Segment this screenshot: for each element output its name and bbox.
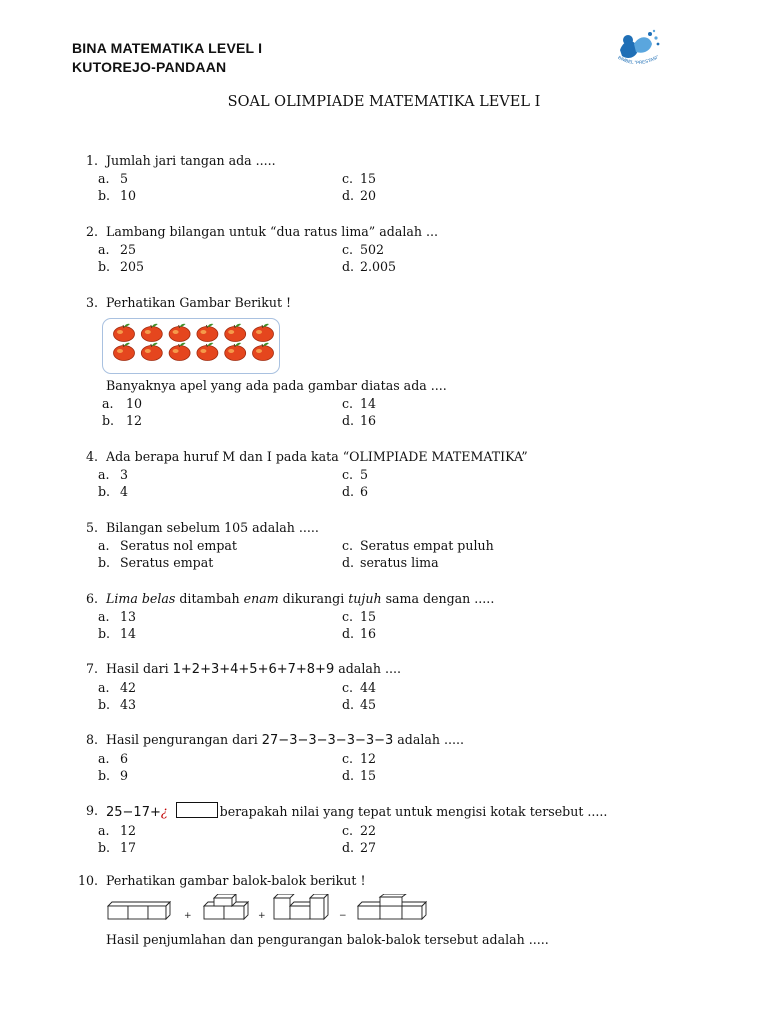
question-number: 9. — [85, 803, 98, 818]
apple-icon — [141, 324, 162, 342]
option-c: c. 12 — [342, 750, 377, 766]
question-10-continued — [72, 931, 712, 949]
question-4 — [72, 448, 712, 501]
question-number: 10. — [77, 873, 98, 888]
question-number: 4. — [85, 449, 98, 464]
apple-icon — [114, 324, 135, 342]
question-number: 3. — [85, 295, 98, 310]
bimbel-logo — [606, 26, 668, 72]
option-c: c. 22 — [342, 822, 377, 838]
block-group-3 — [274, 894, 328, 919]
header-school-name: BINA MATEMATIKA LEVEL I — [72, 40, 263, 56]
option-b: b. 17 — [98, 840, 137, 856]
apple-icon — [197, 343, 218, 361]
option-c: c. 15 — [342, 170, 377, 186]
question-5 — [72, 519, 712, 572]
option-b: b. 4 — [98, 484, 129, 500]
option-b: b. 14 — [98, 626, 137, 642]
option-c: c. 5 — [342, 466, 369, 482]
block-group-2 — [204, 894, 248, 919]
header-location: KUTOREJO-PANDAAN — [72, 59, 227, 75]
question-text: Lima belas ditambah enam dikurangi tujuh sama dengan ..... — [106, 591, 495, 606]
question-9 — [72, 802, 712, 857]
question-number: 1. — [85, 153, 98, 168]
apple-icon — [197, 324, 218, 342]
plus-operator: + — [184, 911, 192, 921]
option-d: d. 6 — [342, 484, 369, 500]
option-a: a. 3 — [98, 466, 129, 482]
question-10 — [72, 872, 712, 890]
option-a: a. 42 — [98, 679, 137, 695]
question-text: Bilangan sebelum 105 adalah ..... — [106, 520, 319, 535]
option-a: a. 10 — [102, 395, 143, 411]
apple-icon — [114, 343, 135, 361]
question-text: Hasil pengurangan dari 27−3−3−3−3−3−3 adalah ..... — [106, 732, 465, 748]
option-b: b. 43 — [98, 697, 137, 713]
option-b: b. 12 — [102, 413, 143, 429]
apple-icon — [169, 324, 190, 342]
option-d: d. 16 — [342, 626, 377, 642]
question-number: 6. — [85, 591, 98, 606]
option-c: c. Seratus empat puluh — [342, 537, 494, 553]
option-b: b. Seratus empat — [98, 555, 214, 571]
apple-icon — [225, 324, 246, 342]
option-c: c. 502 — [342, 241, 385, 257]
option-c: c. 44 — [342, 679, 377, 695]
math-expression: 27−3−3−3−3−3−3 — [261, 733, 394, 748]
option-d: d. seratus lima — [342, 555, 439, 571]
option-a: a. 25 — [98, 241, 137, 257]
option-c: c. 15 — [342, 608, 377, 624]
option-a: a. 12 — [98, 822, 137, 838]
apple-icon — [253, 343, 274, 361]
option-d: d. 2.005 — [342, 259, 397, 275]
block-group-4 — [358, 894, 426, 919]
question-text: Banyaknya apel yang ada pada gambar diatas ada .... — [106, 378, 447, 393]
option-a: a. 6 — [98, 750, 129, 766]
question-text: Perhatikan Gambar Berikut ! — [106, 295, 292, 310]
answer-blank-box — [176, 802, 218, 818]
plus-operator: + — [258, 911, 266, 921]
apples-illustration — [103, 319, 279, 373]
question-text: Hasil dari 1+2+3+4+5+6+7+8+9 adalah .... — [106, 661, 401, 677]
option-c: c. 14 — [342, 395, 377, 411]
option-a: a. 13 — [98, 608, 137, 624]
question-number: 8. — [85, 732, 98, 747]
option-d: d. 20 — [342, 188, 377, 204]
question-7 — [72, 660, 712, 714]
option-d: d. 16 — [342, 413, 377, 429]
apple-icon — [225, 343, 246, 361]
apple-icon — [169, 343, 190, 361]
question-3-continued — [72, 377, 712, 430]
question-8 — [72, 731, 712, 785]
option-a: a. 5 — [98, 170, 129, 186]
option-d: d. 27 — [342, 840, 377, 856]
apple-icon — [253, 324, 274, 342]
option-a: a. Seratus nol empat — [98, 537, 237, 553]
question-text: Jumlah jari tangan ada ..... — [106, 153, 276, 168]
question-number: 2. — [85, 224, 98, 239]
question-number: 7. — [85, 661, 98, 676]
question-mark-glyph: ¿ — [160, 804, 168, 819]
option-d: d. 45 — [342, 697, 377, 713]
option-d: d. 15 — [342, 768, 377, 784]
question-text: Perhatikan gambar balok-balok berikut ! — [106, 873, 366, 888]
math-expression: 1+2+3+4+5+6+7+8+9 — [172, 662, 335, 677]
minus-operator: − — [339, 911, 347, 921]
question-text: Lambang bilangan untuk “dua ratus lima” adalah ... — [106, 224, 438, 239]
svg-text:BIMBEL "PRESTASI": BIMBEL "PRESTASI" — [617, 54, 660, 66]
question-1 — [72, 152, 712, 205]
option-b: b. 10 — [98, 188, 137, 204]
option-b: b. 205 — [98, 259, 145, 275]
blocks-illustration — [106, 894, 436, 924]
math-expression: 25−17+ — [106, 805, 161, 820]
block-group-1 — [108, 902, 170, 919]
apple-icon — [141, 343, 162, 361]
option-b: b. 9 — [98, 768, 129, 784]
question-text: Ada berapa huruf M dan I pada kata “OLIMPIADE MATEMATIKA” — [106, 449, 528, 464]
document-title: SOAL OLIMPIADE MATEMATIKA LEVEL I — [227, 94, 541, 110]
apple-picture-box — [102, 318, 280, 374]
question-2 — [72, 223, 712, 276]
question-text: 25−17+¿ berapakah nilai yang tepat untuk mengisi kotak tersebut ..... — [106, 804, 608, 820]
question-6 — [72, 590, 712, 643]
question-number: 5. — [85, 520, 98, 535]
question-3 — [72, 294, 712, 312]
question-text: Hasil penjumlahan dan pengurangan balok-balok tersebut adalah ..... — [106, 932, 549, 947]
